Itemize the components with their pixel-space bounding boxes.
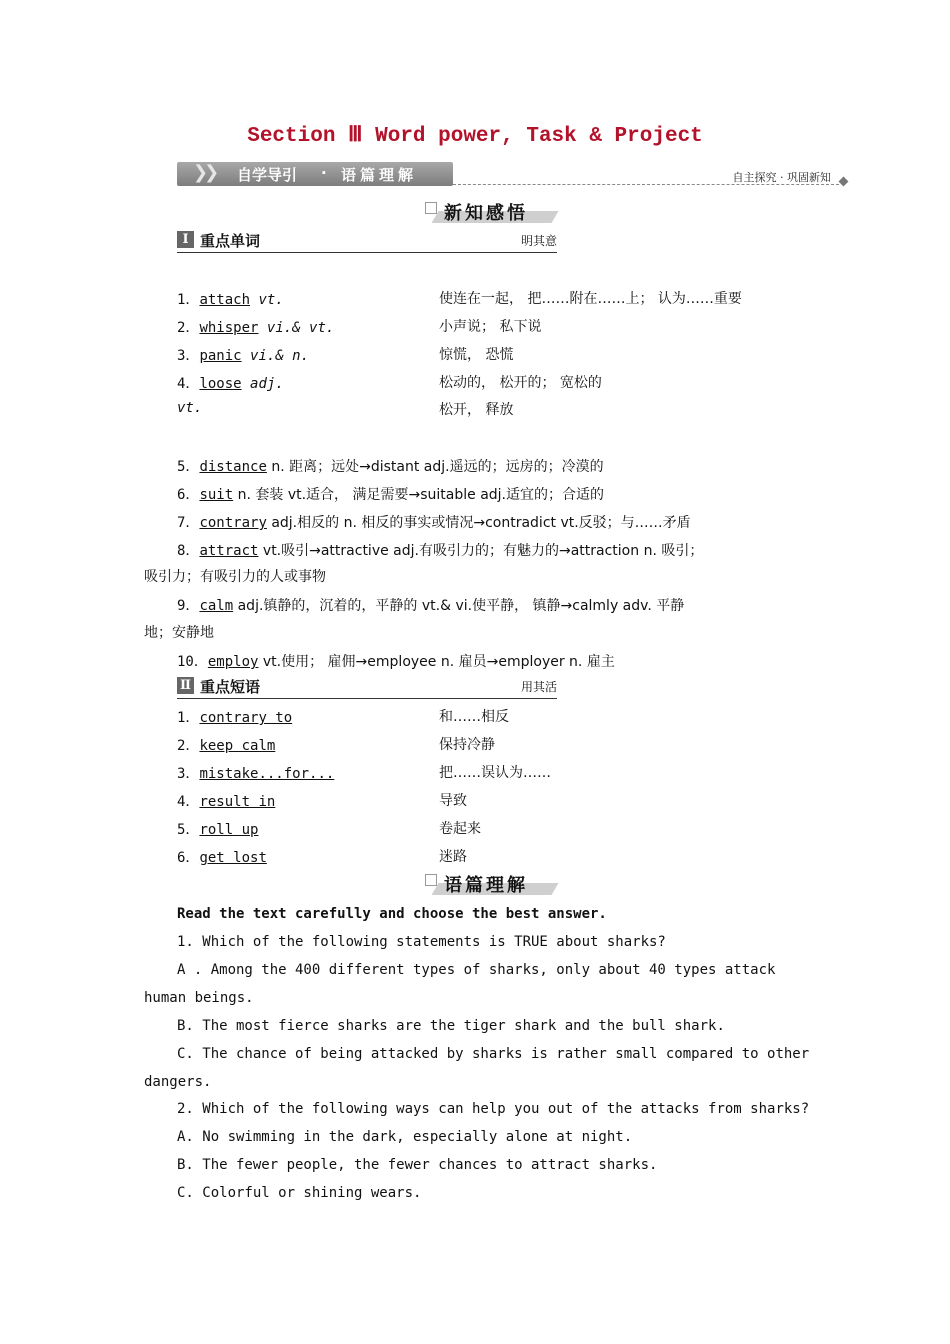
meaning: 迷路 xyxy=(439,849,467,865)
list-item xyxy=(177,651,615,671)
item-number: 5． xyxy=(177,822,200,838)
option: C. Colorful or shining wears. xyxy=(177,1185,422,1201)
phrase: keep calm xyxy=(199,738,276,754)
phrase: result in xyxy=(199,794,276,810)
list-item xyxy=(177,735,275,755)
meaning: 惊慌， 恐慌 xyxy=(439,347,514,363)
vocab-word: attract xyxy=(199,543,259,559)
diamond-icon xyxy=(839,177,849,187)
list-item xyxy=(177,763,334,783)
vocab-word: attach xyxy=(199,292,251,308)
list-item xyxy=(177,317,334,337)
list-item xyxy=(177,289,284,309)
item-number: 7． xyxy=(177,515,200,531)
word-detail-continued: 地；安静地 xyxy=(144,625,214,641)
question: 2. Which of the following ways can help you out of the attacks from sharks? xyxy=(177,1101,810,1117)
option: B. The fewer people, the fewer chances to attract sharks. xyxy=(177,1157,658,1173)
phrase: contrary to xyxy=(199,710,293,726)
vocab-word: whisper xyxy=(199,320,259,336)
item-number: 4． xyxy=(177,376,200,392)
word-detail: vt.吸引→attractive adj.有吸引力的；有魅力的→attraction n. 吸引； xyxy=(258,543,704,559)
item-number: 9． xyxy=(177,598,200,614)
option: A. No swimming in the dark, especially alone at night. xyxy=(177,1129,633,1145)
word-detail: vt.使用； 雇佣→employee n. 雇员→employer n. 雇主 xyxy=(258,654,615,670)
list-item xyxy=(177,345,309,365)
section-title: 重点短语 xyxy=(200,678,261,696)
item-number: 6． xyxy=(177,850,200,866)
vocab-word: suit xyxy=(199,487,234,503)
item-number: 1． xyxy=(177,292,200,308)
item-number: 5． xyxy=(177,459,200,475)
reading-heading: 语篇理解 xyxy=(444,875,528,896)
section-title: 重点单词 xyxy=(200,232,261,250)
vocab-word: panic xyxy=(199,348,242,364)
list-item xyxy=(177,819,258,839)
section-number: Ⅰ xyxy=(177,231,194,248)
phrase: roll up xyxy=(199,822,259,838)
item-number: 2． xyxy=(177,738,200,754)
list-item xyxy=(177,456,604,476)
option-continued: dangers. xyxy=(144,1074,212,1090)
reading-heading-wrap xyxy=(425,870,561,900)
meaning: 和……相反 xyxy=(439,709,509,725)
meaning: 卷起来 xyxy=(439,821,481,837)
list-item xyxy=(177,373,284,393)
meaning: 保持冷静 xyxy=(439,737,495,753)
question: 1. Which of the following statements is TRUE about sharks? xyxy=(177,934,666,950)
word-detail: n. 套装 vt.适合， 满足需要→suitable adj.适宜的；合适的 xyxy=(233,487,605,503)
word-detail: n. 距离；远处→distant adj.遥远的；远房的；冷漠的 xyxy=(266,459,604,475)
banner-dot: · xyxy=(321,164,327,182)
list-item xyxy=(177,847,267,867)
option-continued: human beings. xyxy=(144,990,254,1006)
banner-right-label: 自主探究 · 巩固新知 xyxy=(732,171,831,184)
section-note: 用其活 xyxy=(520,680,557,694)
section-note: 明其意 xyxy=(520,234,557,248)
item-number: 1． xyxy=(177,710,200,726)
word-detail: adj.相反的 n. 相反的事实或情况→contradict vt.反驳；与……矛盾 xyxy=(266,515,691,531)
section-banner xyxy=(177,160,847,190)
item-number: 6． xyxy=(177,487,200,503)
list-item xyxy=(177,540,703,560)
phrase: get lost xyxy=(199,850,267,866)
banner-label-reading: 语篇理解 xyxy=(341,166,418,184)
item-number: 3． xyxy=(177,766,200,782)
vocab-word: employ xyxy=(207,654,259,670)
phrase: mistake...for... xyxy=(199,766,335,782)
option: B. The most fierce sharks are the tiger shark and the bull shark. xyxy=(177,1018,725,1034)
list-item xyxy=(177,791,275,811)
option: C. The chance of being attacked by sharks is rather small compared to other xyxy=(177,1046,810,1062)
item-number: 10． xyxy=(177,654,208,670)
banner-label-selfstudy: 自学导引 xyxy=(237,166,298,184)
part-of-speech: vi.& vt. xyxy=(266,320,335,336)
item-number: 4． xyxy=(177,794,200,810)
item-number: 2． xyxy=(177,320,200,336)
meaning: 小声说； 私下说 xyxy=(439,319,542,335)
section-number: Ⅱ xyxy=(177,677,194,694)
option: A . Among the 400 different types of sharks, only about 40 types attack xyxy=(177,962,776,978)
list-item xyxy=(177,707,292,727)
instruction: Read the text carefully and choose the best answer. xyxy=(177,906,607,922)
square-icon xyxy=(425,874,437,886)
new-knowledge-heading-wrap xyxy=(425,198,561,228)
vocab-word: contrary xyxy=(199,515,267,531)
item-number: 8． xyxy=(177,543,200,559)
word-detail: adj.镇静的，沉着的，平静的 vt.& vi.使平静， 镇静→calmly adv. 平静 xyxy=(233,598,685,614)
part-of-speech: adj. xyxy=(250,376,284,392)
meaning: 把……误认为…… xyxy=(439,765,551,781)
part-of-speech: vt. xyxy=(258,292,284,308)
word-detail-continued: 吸引力；有吸引力的人或事物 xyxy=(144,569,326,585)
meaning: 松开， 释放 xyxy=(439,402,514,418)
vocab-word: calm xyxy=(199,598,234,614)
section-key-words xyxy=(177,230,557,253)
square-icon xyxy=(425,202,437,214)
meaning: 使连在一起， 把……附在……上； 认为……重要 xyxy=(439,291,742,307)
part-of-speech: vt. xyxy=(177,400,203,416)
meaning: 导致 xyxy=(439,793,467,809)
chevron-right-icon: ❯❯ xyxy=(193,162,216,183)
vocab-word: loose xyxy=(199,376,242,392)
vocab-word: distance xyxy=(199,459,267,475)
section-key-phrases xyxy=(177,676,557,699)
item-number: 3． xyxy=(177,348,200,364)
list-item xyxy=(177,595,684,615)
part-of-speech: vi.& n. xyxy=(250,348,310,364)
list-item xyxy=(177,512,691,532)
page-title: Section Ⅲ Word power, Task & Project xyxy=(247,125,703,148)
new-knowledge-heading: 新知感悟 xyxy=(444,203,528,224)
meaning: 松动的， 松开的； 宽松的 xyxy=(439,375,602,391)
list-item xyxy=(177,484,604,504)
